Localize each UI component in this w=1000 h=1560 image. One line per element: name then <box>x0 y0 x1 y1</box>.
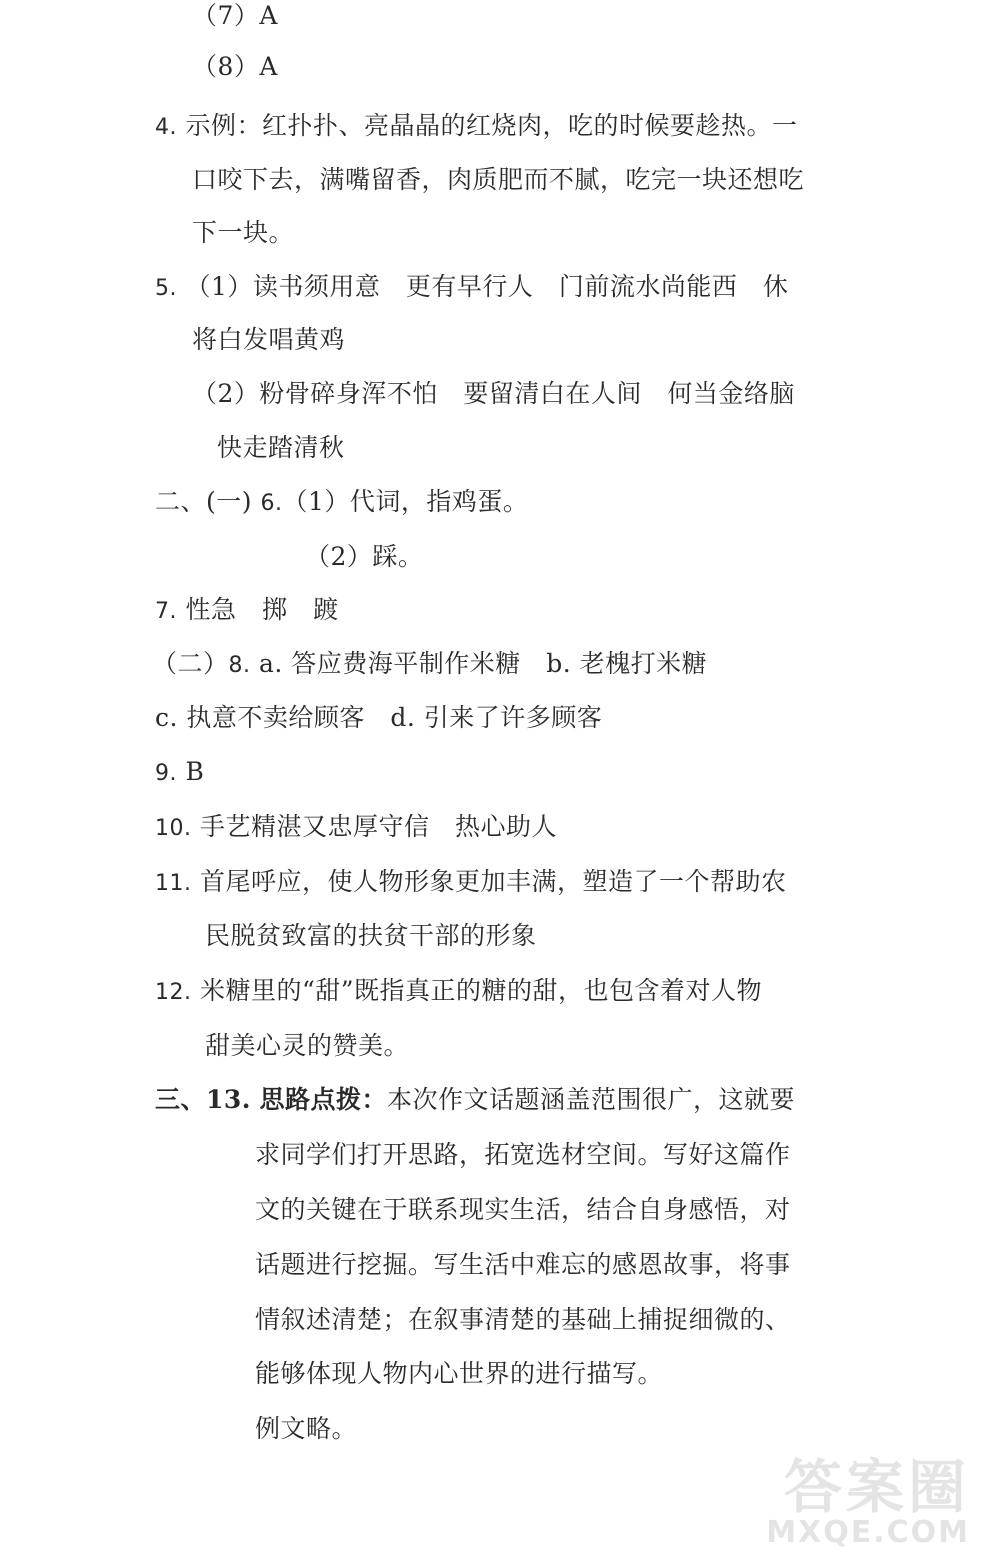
item-number: （8） <box>192 52 260 81</box>
text-line: 下一块。 <box>192 218 295 247</box>
text-line: B <box>185 757 205 786</box>
question-number: 5. <box>155 276 177 301</box>
text-line: 求同学们打开思路，拓宽选材空间。写好这篇作 <box>255 1140 791 1169</box>
text-line: （2）粉骨碎身浑不怕 要留清白在人间 何当金络脑 <box>192 379 795 408</box>
question-13-line-6 <box>255 1358 663 1390</box>
section-label: 三、13. <box>155 1085 251 1114</box>
question-5-line-3 <box>192 378 795 410</box>
text-line: 米糖里的“甜”既指真正的糖的甜，也包含着对人物 <box>199 976 763 1005</box>
text-line: a. 答应费海平制作米糖 b. 老槐打米糖 <box>258 649 708 678</box>
question-number: 12. <box>155 980 192 1005</box>
question-number: 6. <box>260 491 283 516</box>
text-line: 快走踏清秋 <box>217 433 345 462</box>
question-number: 4. <box>155 115 177 140</box>
text-line: 话题进行挖掘。写生活中难忘的感恩故事，将事 <box>255 1250 791 1279</box>
text-line: 首尾呼应，使人物形象更加丰满，塑造了一个帮助农 <box>199 867 787 896</box>
question-11-line-1 <box>155 866 786 900</box>
question-4-line-3 <box>192 217 294 249</box>
question-5-line-2 <box>192 324 345 356</box>
question-13-line-3 <box>255 1194 791 1226</box>
watermark-logo-text: 答案圈 <box>783 1453 970 1521</box>
text-line: 性急 掷 踱 <box>185 595 339 624</box>
text-line: c. 执意不卖给顾客 d. 引来了许多顾客 <box>155 703 603 732</box>
question-13-line-7 <box>255 1413 357 1445</box>
question-9 <box>155 756 204 790</box>
section-2-question-6-line-1 <box>155 486 528 520</box>
text-line: 例文略。 <box>255 1414 358 1443</box>
question-6-line-2 <box>305 541 423 573</box>
text-line: 能够体现人物内心世界的进行描写。 <box>255 1359 664 1388</box>
item-text: A <box>259 52 278 81</box>
question-8-line-2 <box>155 702 602 734</box>
section-label: 二、(一) <box>155 487 253 516</box>
answer-8 <box>192 51 278 83</box>
text-line: 民脱贫致富的扶贫干部的形象 <box>205 921 537 950</box>
text-line: （1）读书须用意 更有早行人 门前流水尚能西 休 <box>185 272 789 301</box>
text-line: 甜美心灵的赞美。 <box>205 1031 410 1060</box>
text-line: 手艺精湛又忠厚守信 热心助人 <box>199 812 557 841</box>
question-4-line-1 <box>155 110 797 144</box>
item-number: （7） <box>192 1 260 30</box>
question-12-line-1 <box>155 975 762 1009</box>
hint-label: 思路点拨： <box>259 1085 387 1114</box>
text-line: （1）代词，指鸡蛋。 <box>282 487 529 516</box>
section-label: （二） <box>152 649 229 678</box>
question-10 <box>155 811 557 845</box>
text-line: 情叙述清楚；在叙事清楚的基础上捕捉细微的、 <box>255 1305 791 1334</box>
section-3-question-13-line-1 <box>155 1084 795 1116</box>
question-number: 7. <box>155 599 177 624</box>
question-7 <box>155 594 338 628</box>
question-5-line-4 <box>217 432 345 464</box>
site-watermark <box>710 1440 970 1550</box>
text-line: 将白发唱黄鸡 <box>192 325 346 354</box>
question-13-line-5 <box>255 1304 791 1336</box>
text-line: 口咬下去，满嘴留香，肉质肥而不腻，吃完一块还想吃 <box>192 165 805 194</box>
question-number: 10. <box>155 816 192 841</box>
item-text: A <box>259 1 278 30</box>
answer-7 <box>192 0 278 32</box>
text-line: 文的关键在于联系现实生活，结合自身感悟，对 <box>255 1195 791 1224</box>
question-13-line-2 <box>255 1139 791 1171</box>
question-13-line-4 <box>255 1249 791 1281</box>
question-number: 8. <box>228 653 251 678</box>
text-line: 示例：红扑扑、亮晶晶的红烧肉，吃的时候要趁热。一 <box>185 111 798 140</box>
question-number: 11. <box>155 871 192 896</box>
section-2-question-8-line-1 <box>152 648 707 682</box>
question-number: 9. <box>155 761 177 786</box>
text-line: （2）踩。 <box>305 542 424 571</box>
text-line: 本次作文话题涵盖范围很广，这就要 <box>386 1085 795 1114</box>
question-11-line-2 <box>205 920 537 952</box>
question-5-line-1 <box>155 271 788 305</box>
question-12-line-2 <box>205 1030 409 1062</box>
watermark-url: MXQE.COM <box>766 1515 970 1550</box>
question-4-line-2 <box>192 164 804 196</box>
